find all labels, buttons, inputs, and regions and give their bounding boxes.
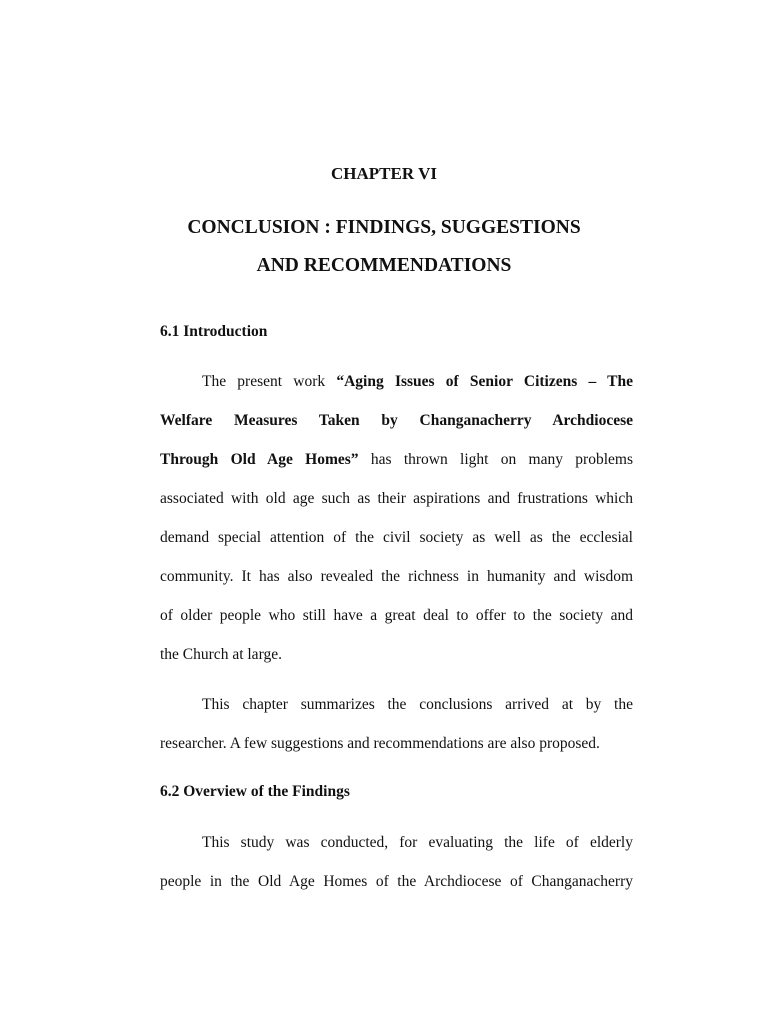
text-line bbox=[160, 440, 633, 479]
text-line: demand special attention of the civil society as well as the ecclesial bbox=[160, 529, 633, 546]
text-line: of older people who still have a great deal to offer to the society and bbox=[160, 607, 633, 624]
work-title-run: “Aging Issues of Senior Citizens – The bbox=[336, 373, 633, 390]
text-line: people in the Old Age Homes of the Archdiocese of Changanacherry bbox=[160, 873, 633, 890]
text-line: This chapter summarizes the conclusions arrived at by the bbox=[202, 696, 633, 713]
text-line bbox=[160, 362, 633, 401]
introduction-paragraph-2 bbox=[160, 685, 633, 763]
text-line: researcher. A few suggestions and recommendations are also proposed. bbox=[160, 735, 600, 752]
chapter-title-line-1: CONCLUSION : FINDINGS, SUGGESTIONS bbox=[187, 217, 581, 238]
chapter-title-line-2: AND RECOMMENDATIONS bbox=[256, 255, 512, 276]
text-run: has thrown light on many problems bbox=[358, 451, 633, 468]
work-title-run: Through Old Age Homes” bbox=[160, 451, 359, 468]
section-heading-overview-findings: 6.2 Overview of the Findings bbox=[160, 783, 350, 800]
text-line: associated with old age such as their aspirations and frustrations which bbox=[160, 490, 633, 507]
introduction-paragraph-1 bbox=[160, 362, 633, 674]
section-heading-introduction: 6.1 Introduction bbox=[160, 323, 268, 340]
work-title-line: Welfare Measures Taken by Changanacherry Archdiocese bbox=[160, 412, 633, 429]
text-line: This study was conducted, for evaluating the life of elderly bbox=[202, 834, 633, 851]
text-run: The present work bbox=[202, 373, 337, 390]
text-line: the Church at large. bbox=[160, 646, 282, 663]
chapter-label: CHAPTER VI bbox=[331, 164, 437, 183]
overview-paragraph-1 bbox=[160, 823, 633, 901]
text-line: community. It has also revealed the richness in humanity and wisdom bbox=[160, 568, 633, 585]
